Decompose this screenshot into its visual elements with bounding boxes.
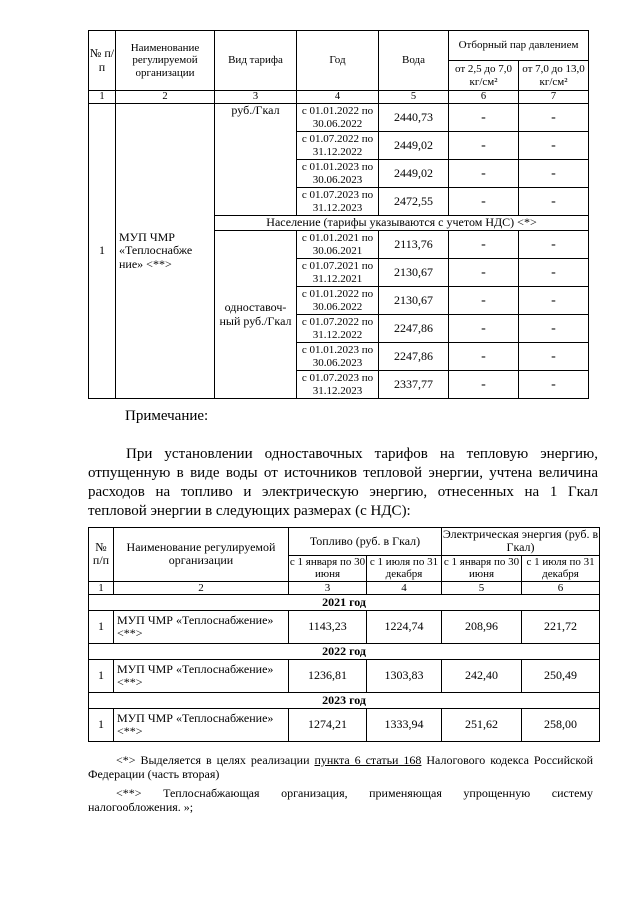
- fuel-h1: 1274,21: [289, 709, 367, 742]
- fuel-h2: 1303,83: [367, 660, 442, 693]
- water-value: 2449,02: [379, 160, 449, 188]
- col-number: 4: [297, 91, 379, 104]
- header-num: № п/п: [89, 31, 116, 91]
- steam-low-value: -: [449, 132, 519, 160]
- tariff-type-a: руб./Гкал: [215, 104, 297, 216]
- water-value: 2440,73: [379, 104, 449, 132]
- water-value: 2337,77: [379, 371, 449, 399]
- row-number: 1: [89, 104, 116, 399]
- header-water: Вода: [379, 31, 449, 91]
- note-paragraph: При установлении одноставочных тарифов на тепловую энергию, отпущенную в виде воды от источников тепловой энергии, учтена величина расходов на топливо и электрическую энергию, отнесенных на 1 Гкал тепловой энергии в следующих размерах (с НДС):: [88, 446, 598, 519]
- steam-high-value: -: [519, 104, 589, 132]
- elec-h2: 258,00: [522, 709, 600, 742]
- table-row: [89, 660, 600, 693]
- note-heading: Примечание:: [125, 408, 209, 424]
- header-period: с 1 июля по 31 декабря: [522, 555, 600, 581]
- water-value: 2449,02: [379, 132, 449, 160]
- header-period: с 1 января по 30 июня: [289, 556, 366, 581]
- org-name: МУП ЧМР «Теплоснабжение» <**>: [114, 660, 289, 693]
- year-heading: 2021 год: [89, 595, 600, 611]
- col-number: 7: [519, 91, 589, 104]
- tariff-table: [88, 30, 589, 399]
- steam-high-value: -: [519, 287, 589, 315]
- row-number: 1: [89, 611, 114, 644]
- col-number: 3: [215, 91, 297, 104]
- water-value: 2113,76: [379, 231, 449, 259]
- period: с 01.01.2021 по 30.06.2021: [297, 231, 379, 259]
- period: с 01.01.2023 по 30.06.2023: [297, 343, 379, 371]
- elec-h1: 208,96: [442, 611, 522, 644]
- steam-high-value: -: [519, 231, 589, 259]
- period: с 01.07.2023 по 31.12.2023: [297, 371, 379, 399]
- footnote-1-text-end: Налогового кодекса Российской Федерации (часть вторая): [88, 753, 593, 781]
- col-number: 4: [367, 581, 442, 594]
- period: с 01.07.2023 по 31.12.2023: [297, 188, 379, 216]
- period: с 01.07.2022 по 31.12.2022: [297, 132, 379, 160]
- elec-h2: 221,72: [522, 611, 600, 644]
- year-heading: 2023 год: [89, 693, 600, 709]
- steam-low-value: -: [449, 287, 519, 315]
- header-tariff-type: Вид тарифа: [215, 31, 297, 91]
- steam-low-value: -: [449, 259, 519, 287]
- steam-high-value: -: [519, 371, 589, 399]
- table-row: [89, 104, 589, 132]
- org-name: МУП ЧМР «Теплоснабжение» <**>: [114, 709, 289, 742]
- header-year: Год: [297, 31, 379, 91]
- col-number: 6: [449, 91, 519, 104]
- steam-low-value: -: [449, 160, 519, 188]
- elec-h1: 242,40: [442, 660, 522, 693]
- fuel-h2: 1224,74: [367, 611, 442, 644]
- header-period: с 1 января по 30 июня: [442, 555, 522, 581]
- table-row: [89, 709, 600, 742]
- tax-code-link[interactable]: пункта 6 статьи 168: [314, 753, 422, 767]
- period: с 01.01.2023 по 30.06.2023: [297, 160, 379, 188]
- col-number: 6: [522, 581, 600, 594]
- col-number: 5: [379, 91, 449, 104]
- fuel-energy-table: [88, 527, 600, 742]
- steam-high-value: -: [519, 315, 589, 343]
- elec-h2: 250,49: [522, 660, 600, 693]
- footnote-1: [88, 753, 593, 781]
- fuel-h1: 1236,81: [289, 660, 367, 693]
- header-org: Наименование регулируемой организации: [114, 528, 289, 582]
- fuel-h2: 1333,94: [367, 709, 442, 742]
- population-note: Население (тарифы указываются с учетом НДС) <*>: [215, 216, 589, 231]
- tariff-type-b: одноставоч-ный руб./Гкал: [215, 231, 297, 399]
- header-period: с 1 июля по 31 декабря: [367, 555, 442, 581]
- header-num: № п/п: [89, 528, 114, 582]
- water-value: 2130,67: [379, 259, 449, 287]
- steam-low-value: -: [449, 188, 519, 216]
- period: с 01.01.2022 по 30.06.2022: [297, 287, 379, 315]
- elec-h1: 251,62: [442, 709, 522, 742]
- header-fuel: Топливо (руб. в Гкал): [289, 528, 442, 556]
- period: с 01.07.2022 по 31.12.2022: [297, 315, 379, 343]
- col-number: 5: [442, 581, 522, 594]
- steam-high-value: -: [519, 343, 589, 371]
- table-row: [89, 611, 600, 644]
- footnote-2: <**> Теплоснабжающая организация, применяющая упрощенную систему налогообложения. »;: [88, 786, 593, 814]
- col-number: 2: [116, 91, 215, 104]
- steam-low-value: -: [449, 371, 519, 399]
- steam-high-value: -: [519, 132, 589, 160]
- steam-low-value: -: [449, 104, 519, 132]
- water-value: 2472,55: [379, 188, 449, 216]
- water-value: 2247,86: [379, 343, 449, 371]
- header-org: Наименование регулируемой организации: [116, 31, 215, 91]
- header-electricity: Электрическая энергия (руб. в Гкал): [442, 527, 599, 555]
- fuel-h1: 1143,23: [289, 611, 367, 644]
- period: с 01.01.2022 по 30.06.2022: [297, 104, 379, 132]
- footnote-1-text: <*> Выделяется в целях реализации: [116, 753, 315, 767]
- row-number: 1: [89, 709, 114, 742]
- water-value: 2130,67: [379, 287, 449, 315]
- steam-high-value: -: [519, 188, 589, 216]
- header-steam: Отборный пар давлением: [449, 31, 589, 61]
- org-name: МУП ЧМР «Теплоснабже ние» <**>: [116, 104, 215, 399]
- row-number: 1: [89, 660, 114, 693]
- steam-low-value: -: [449, 343, 519, 371]
- steam-low-value: -: [449, 231, 519, 259]
- header-steam-low: от 2,5 до 7,0 кг/см²: [449, 61, 519, 91]
- header-steam-high: от 7,0 до 13,0 кг/см²: [519, 61, 589, 91]
- steam-high-value: -: [519, 160, 589, 188]
- col-number: 1: [89, 581, 114, 594]
- col-number: 3: [289, 581, 367, 594]
- year-heading: 2022 год: [89, 644, 600, 660]
- org-name: МУП ЧМР «Теплоснабжение» <**>: [114, 611, 289, 644]
- steam-low-value: -: [449, 315, 519, 343]
- period: с 01.07.2021 по 31.12.2021: [297, 259, 379, 287]
- col-number: 2: [114, 581, 289, 594]
- col-number: 1: [89, 91, 116, 104]
- water-value: 2247,86: [379, 315, 449, 343]
- steam-high-value: -: [519, 259, 589, 287]
